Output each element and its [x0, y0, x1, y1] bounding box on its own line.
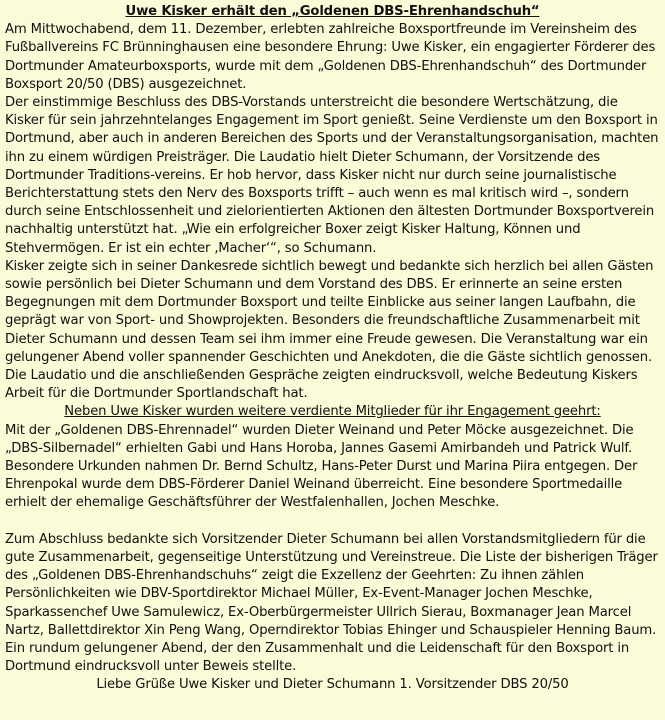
speech-paragraph: Kisker zeigte sich in seiner Dankesrede sichtlich bewegt und bedankte sich herzlich bei allen Gästen sowie persönlich bei Dieter Schumann und dem Vorstand des DBS. Er erinnerte an seine ersten Begegnungen mit dem Dortmunder Boxsport und teilte Einblicke aus seiner langen Laufbahn, die geprägt war von Sport- und Showprojekten. Besonders die freundschaftliche Zusammenarbeit mit Dieter Schumann und dessen Team sei ihm immer eine Freude gewesen. Die Veranstaltung war ein gelungener Abend voller spannender Geschichten und Anekdoten, die die Gäste sichtlich genossen. Die Laudatio und die anschließenden Gespräche zeigten eindrucksvoll, welche Bedeutung Kiskers Arbeit für die Dortmunder Sportlandschaft hat.	[5, 258, 654, 402]
resolution-paragraph: Der einstimmige Beschluss des DBS-Vorstands unterstreicht die besondere Wertschätzung, die Kisker für sein jahrzehntelanges Engagement im Sport genießt. Seine Verdienste um den Boxsport in Dortmund, aber auch in anderen Bereichen des Sports und der Veranstaltungsorganisation, machten ihn zu einem würdigen Preisträger. Die Laudatio hielt Dieter Schumann, der Vorsitzende des Dortmunder Traditions-vereins. Er hob hervor, dass Kisker nicht nur durch seine journalistische Berichterstattung stets den Nerv des Boxsports trifft – auch wenn es mal kritisch wird –, sondern durch seine Entschlossenheit und zielorientierten Aktionen den ältesten Dortmunder Boxsportverein nachhaltig unterstützt hat. „Wie ein erfolgreicher Boxer zeigt Kisker Haltung, Können und Stehvermögen. Er ist ein echter ‚Macher‘“, so Schumann.	[5, 95, 659, 256]
paragraph-spacer	[5, 513, 660, 531]
article-title: Uwe Kisker erhält den „Goldenen DBS-Ehrenhandschuh“	[125, 4, 540, 19]
conclusion-paragraph: Zum Abschluss bedankte sich Vorsitzender Dieter Schumann bei allen Vorstandsmitgliedern für die gute Zusammenarbeit, gegenseitige Unterstützung und Vereinstreue. Die Liste der bisherigen Träger des „Goldenen DBS-Ehrenhandschuhs“ zeigt die Exzellenz der Geehrten: Zu ihnen zählen Persönlichkeiten wie DBV-Sportdirektor Michael Müller, Ex-Event-Manager Jochen Meschke, Sparkassenchef Uwe Samulewicz, Ex-Oberbürgermeister Ullrich Sierau, Boxmanager Jean Marcel Nartz, Ballettdirektor Xin Peng Wang, Operndirektor Tobias Ehinger und Schauspieler Henning Baum.	[5, 531, 658, 638]
honors-paragraph: Mit der „Goldenen DBS-Ehrennadel“ wurden Dieter Weinand und Peter Möcke ausgezeichnet. Die „DBS-Silbernadel“ erhielten Gabi und Hans Horoba, Jannes Gasemi Amirbandeh und Patrick Wulf. Besondere Urkunden nahmen Dr. Bernd Schultz, Hans-Peter Durst und Marina Piira entgegen. Der Ehrenpokal wurde dem DBS-Förderer Daniel Weinand überreicht. Eine besondere Sportmedaille erhielt der ehemalige Geschäftsführer der Westfalenhallen, Jochen Meschke.	[5, 422, 638, 511]
intro-paragraph: Am Mittwochabend, dem 11. Dezember, erlebten zahlreiche Boxsportfreunde im Vereinsheim des Fußballvereins FC Brünninghausen eine besondere Ehrung: Uwe Kisker, ein engagierter Förderer des Dortmunder Amateurboxsports, wurde mit dem „Goldenen DBS-Ehrenhandschuh“ des Dortmunder Boxsport 20/50 (DBS) ausgezeichnet.	[5, 22, 656, 92]
summary-paragraph: Ein rundum gelungener Abend, der den Zusammenhalt und die Leidenschaft für den Boxsport in Dortmund eindrucksvoll unter Beweis stellte.	[5, 640, 630, 675]
closing-signature: Liebe Grüße Uwe Kisker und Dieter Schumann 1. Vorsitzender DBS 20/50	[96, 677, 569, 693]
honors-subheading: Neben Uwe Kisker wurden weitere verdiente Mitglieder für ihr Engagement geehrt:	[64, 404, 601, 420]
